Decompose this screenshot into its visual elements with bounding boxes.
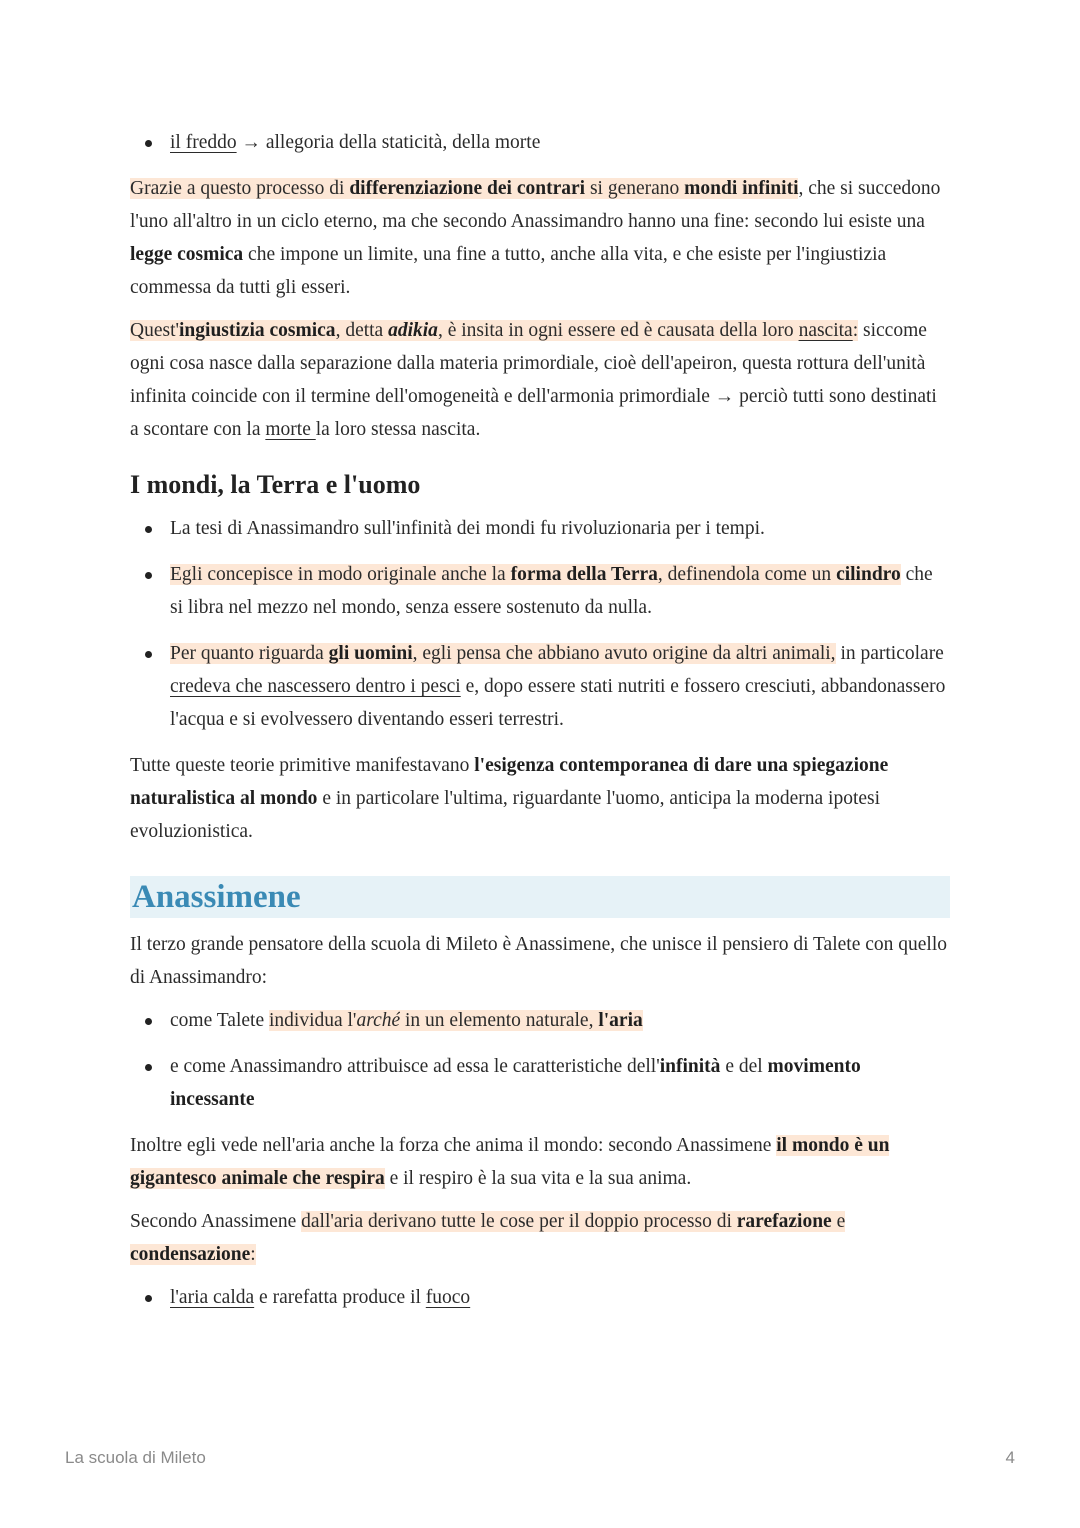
list-item: Per quanto riguarda gli uomini, egli pensa che abbiano avuto origine da altri animali, in particolare credeva che nascessero dentro i pesci e, dopo essere stati nutriti e fossero cresciuti, abbandonassero l'acqua e si evolvessero diventando esseri terrestri. xyxy=(130,637,950,736)
list-item: l'aria calda e rarefatta produce il fuoco xyxy=(130,1281,950,1314)
footer-page-number: 4 xyxy=(1005,1448,1015,1467)
arrow-icon: → xyxy=(236,132,266,153)
paragraph: Quest'ingiustizia cosmica, detta adikia, è insita in ogni essere ed è causata della loro nascita: siccome ogni cosa nasce dalla separazione dalla materia primordiale, cioè dell'apeiron, questa rottura dell'unità infinita coincide con il termine dell'omogeneità e dell'armonia primordiale → perciò tutti sono destinati a scontare con la morte la loro stessa nascita. xyxy=(130,320,937,440)
arrow-icon: → xyxy=(714,386,735,407)
bullet-list-aria xyxy=(130,1004,950,1116)
bullet-list-fuoco xyxy=(130,1281,950,1314)
section-title-anassimene: Anassimene xyxy=(130,876,950,918)
document-body xyxy=(130,126,950,1327)
paragraph: Il terzo grande pensatore della scuola di Mileto è Anassimene, che unisce il pensiero di Talete con quello di Anassimandro: xyxy=(130,934,948,988)
section-heading: I mondi, la Terra e l'uomo xyxy=(130,470,421,499)
bullet-list-contrari xyxy=(130,126,950,159)
list-item: come Talete individua l'arché in un elemento naturale, l'aria xyxy=(130,1004,950,1037)
footer-document-title: La scuola di Mileto xyxy=(65,1448,206,1467)
list-item: e come Anassimandro attribuisce ad essa le caratteristiche dell'infinità e del movimento incessante xyxy=(130,1050,950,1116)
paragraph: Inoltre egli vede nell'aria anche la forza che anima il mondo: secondo Anassimene il mondo è un gigantesco animale che respira e il respiro è la sua vita e la sua anima. xyxy=(130,1135,890,1189)
paragraph: Tutte queste teorie primitive manifestavano l'esigenza contemporanea di dare una spiegazione naturalistica al mondo e in particolare l'ultima, riguardante l'uomo, anticipa la moderna ipotesi evoluzionistica. xyxy=(130,755,889,842)
paragraph: Grazie a questo processo di differenziazione dei contrari si generano mondi infiniti, che si succedono l'uno all'altro in un ciclo eterno, ma che secondo Anassimandro hanno una fine: secondo lui esiste una legge cosmica che impone un limite, una fine a tutto, anche alla vita, e che esiste per l'ingiustizia commessa da tutti gli esseri. xyxy=(130,178,941,298)
list-item: La tesi di Anassimandro sull'infinità dei mondi fu rivoluzionaria per i tempi. xyxy=(130,512,950,545)
paragraph: Secondo Anassimene dall'aria derivano tutte le cose per il doppio processo di rarefazione e condensazione: xyxy=(130,1211,846,1265)
list-item: il freddo → allegoria della staticità, della morte xyxy=(130,126,950,159)
bullet-list-mondi xyxy=(130,512,950,736)
list-item: Egli concepisce in modo originale anche la forma della Terra, definendola come un cilindro che si libra nel mezzo nel mondo, senza essere sostenuto da nulla. xyxy=(130,558,950,624)
